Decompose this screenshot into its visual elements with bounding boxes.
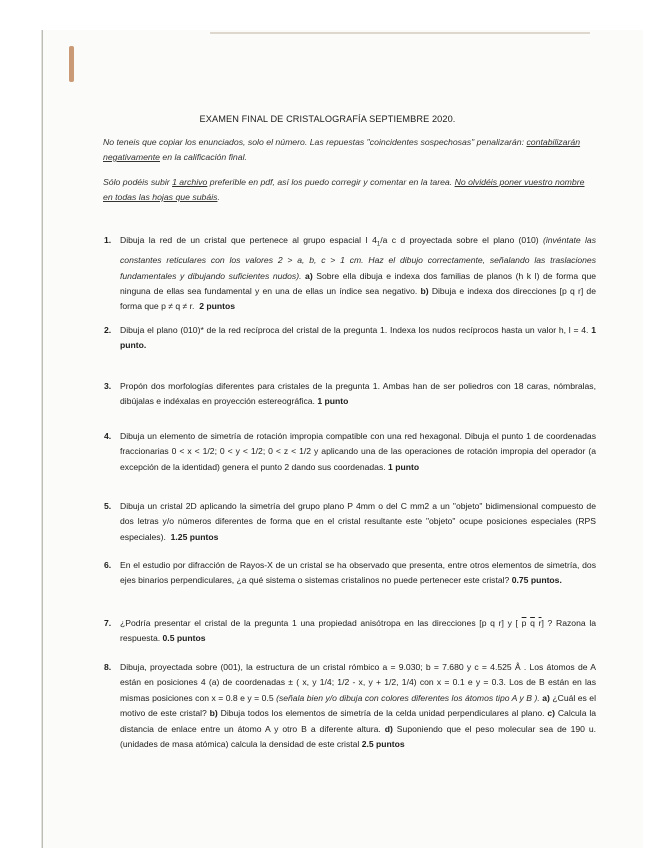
question-5: 5. Dibuja un cristal 2D aplicando la simetría del grupo plano P 4mm o del C mm2 a un "objeto" bidimensional compuesto de dos letras y/o números diferentes de forma que en el cristal resultante este "objeto" ocupe posiciones especiales (RPS especiales). 1.25 puntos — [104, 501, 596, 542]
question-7: 7. ¿Podría presentar el cristal de la pregunta 1 una propiedad anisótropa en las direcciones [p q r] y [ $\overline{p}$ $\overline{q}$ $\overline{r}$] ? Razona la respuesta. 0.5 puntos — [104, 618, 597, 644]
question-3: 3. Propón dos morfologías diferentes para cristales de la pregunta 1. Ambas han de ser poliedros con 18 caras, nómbralas, dibújalas e indéxalas en proyección estereográfica. 1 punto — [104, 381, 596, 407]
question-6: 6. En el estudio por difracción de Rayos-X de un cristal se ha observado que presenta, entre otros elementos de simetría, dos ejes binarios perpendiculares, ¿a qué sistema o sistemas cristalinos no puede pertenecer este cristal? 0.75 puntos. — [104, 560, 596, 586]
exam-title: EXAMEN FINAL DE CRISTALOGRAFÍA SEPTIEMBRE 2020. — [199, 114, 456, 124]
instructions-note-1: No teneis que copiar los enunciados, solo el número. Las repuestas "coincidentes sospechosas" penalizarán: contabilizarán negativamente en la calificación final. — [103, 137, 581, 162]
question-4: 4. Dibuja un elemento de simetría de rotación impropia compatible con una red hexagonal. Dibuja el punto 1 de coordenadas fraccionarias 0 < x < 1/2; 0 < y < 1/2; 0 < z < 1/2 y aplicando una de las operaciones de rotación impropia del operador (a excepción de la identidad) genera el punto 2 dando sus coordenadas. 1 punto — [104, 431, 596, 472]
page-top-edge-line — [210, 32, 590, 34]
question-1: 1. Dibuja la red de un cristal que pertenece al grupo espacial I $4_1/a$ c d proyectada sobre el plano (010) (invéntate las constantes reticulares con los valores 2 > a, b, c > 1 cm. Haz el dibujo correctamente, señalando las traslaciones fundamentales y dibujando suficientes nudos). a) Sobre ella dibuja e indexa dos familias de planos (h k l) de forma que ninguna de ellas sea fundamental y en una de ellas un índice sea negativo. b) Dibuja e indexa dos direcciones [p q r] de forma que p ≠ q ≠ r. 2 puntos — [104, 235, 597, 312]
question-2: 2. Dibuja el plano (010)* de la red recíproca del cristal de la pregunta 1. Indexa los nudos recíprocos hasta un valor h, l = 4. 1 punto. — [104, 325, 597, 351]
binding-mark — [69, 46, 74, 82]
instructions-note-2: Sólo podéis subir 1 archivo preferible en pdf, así los puedo corregir y comentar en la tarea. No olvidéis poner vuestro nombre en todas las hojas que subáis. — [103, 177, 585, 202]
question-8: 8. Dibuja, proyectada sobre (001), la estructura de un cristal rómbico a = 9.030; b = 7.680 y c = 4.525 Å . Los átomos de A están en posiciones 4 (a) de coordenadas ± ( x, y 1/4; 1/2 - x, y + 1/2, 1/4) con x = 0.1 e y = 0.3. Los de B están en las mismas posiciones con x = 0.8 e y = 0.5 (señala bien y/o dibuja con colores diferentes los átomos tipo A y B ). a) ¿Cuál es el motivo de este cristal? b) Dibuja todos los elementos de simetría de la celda unidad perpendiculares al plano. c) Calcula la distancia de enlace entre un átomo A y otro B a diferente altura. d) Suponiendo que el peso molecular sea de 190 u. (unidades de masa atómica) calcula la densidad de este cristal 2.5 puntos — [104, 662, 597, 750]
